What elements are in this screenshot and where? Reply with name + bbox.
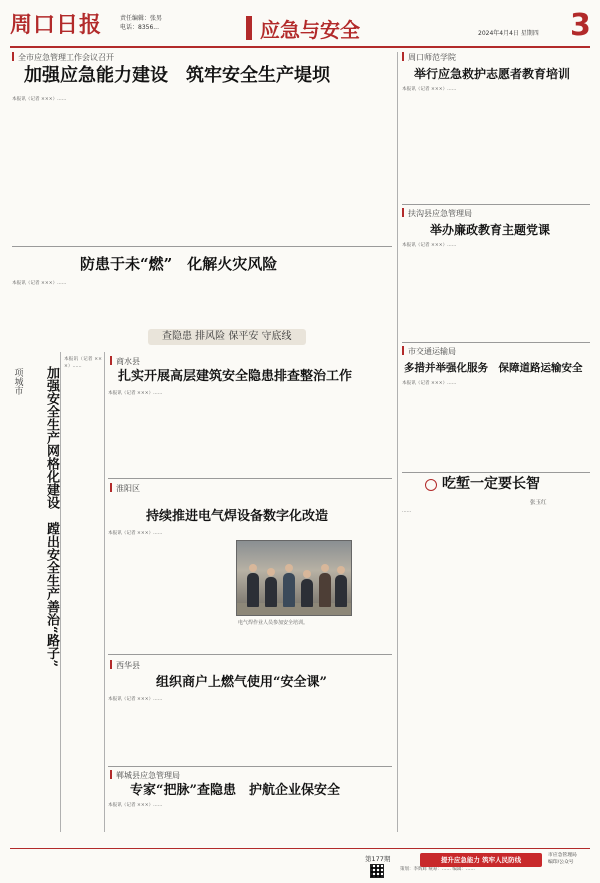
xiangcheng-headline: 加强安全生产网格化建设 蹚出安全生产善治“路子” bbox=[44, 366, 59, 667]
huaiyang-kicker: 淮阳区 bbox=[110, 483, 140, 494]
volunteer-headline: 举行应急救护志愿者教育培训 bbox=[414, 67, 571, 81]
shangshui-body: 本报讯（记者 ×××）…… bbox=[108, 391, 163, 396]
credit-line: 市应急管理局 bbox=[548, 853, 577, 858]
yuncheng-body: 本报讯（记者 ×××）…… bbox=[108, 803, 163, 808]
issue-number: 第177期 bbox=[365, 855, 391, 863]
fugou-body: 本报讯（记者 ×××）…… bbox=[402, 243, 457, 248]
photo-person bbox=[335, 575, 347, 607]
photo-person bbox=[301, 579, 313, 607]
photo-person bbox=[283, 573, 295, 607]
edit-line: 统筹：…… bbox=[428, 867, 451, 872]
huaiyang-headline: 持续推进电气焊设备数字化改造 bbox=[146, 509, 329, 524]
essay-headline: 吃堑一定要长智 bbox=[442, 476, 540, 492]
section-title: 应急与安全 bbox=[260, 18, 360, 42]
yuncheng-headline: 专家“把脉”查隐患 护航企业保安全 bbox=[130, 783, 340, 798]
traffic-headline: 多措并举强化服务 保障道路运输安全 bbox=[404, 362, 583, 374]
qr-code-icon bbox=[370, 864, 384, 878]
traffic-body: 本报讯（记者 ×××）…… bbox=[402, 381, 457, 386]
shangshui-kicker: 商水县 bbox=[110, 356, 140, 367]
xihua-headline: 组织商户上燃气使用“安全课” bbox=[156, 675, 327, 690]
photo-person bbox=[319, 573, 331, 607]
xihua-kicker: 西华县 bbox=[110, 660, 140, 671]
issue-date: 2024年4月4日 星期四 bbox=[478, 30, 539, 37]
top-story-body: 本报讯（记者 ×××）…… bbox=[12, 97, 67, 102]
divider bbox=[402, 472, 590, 473]
essay-body: …… bbox=[402, 509, 412, 514]
column-divider bbox=[60, 352, 61, 832]
yuncheng-kicker: 郸城县应急管理局 bbox=[110, 770, 180, 781]
campaign-banner: 查隐患 排风险 保平安 守底线 bbox=[148, 329, 306, 345]
newspaper-logo: 周口日报 bbox=[10, 13, 103, 38]
masthead bbox=[10, 8, 590, 48]
xihua-body: 本报讯（记者 ×××）…… bbox=[108, 697, 163, 702]
huaiyang-body-right bbox=[356, 530, 392, 650]
page-number: 3 bbox=[570, 8, 591, 43]
editor-info bbox=[120, 14, 162, 32]
divider bbox=[402, 204, 590, 205]
photo-person bbox=[265, 577, 277, 607]
essay-author: 张玉红 bbox=[530, 500, 547, 506]
section-mark bbox=[246, 16, 252, 40]
xiangcheng-body: 本报讯（记者 ×××）…… bbox=[64, 357, 102, 369]
fire-story-headline: 防患于未“燃” 化解火灾风险 bbox=[80, 255, 278, 273]
volunteer-body: 本报讯（记者 ×××）…… bbox=[402, 87, 457, 92]
divider bbox=[108, 478, 392, 479]
fugou-kicker: 扶沟县应急管理局 bbox=[402, 208, 472, 219]
divider bbox=[108, 766, 392, 767]
footer-credit bbox=[548, 852, 577, 866]
divider bbox=[108, 654, 392, 655]
volunteer-kicker: 周口师范学院 bbox=[402, 52, 456, 63]
huaiyang-body-left: 本报讯（记者 ×××）…… bbox=[108, 531, 163, 536]
column-divider bbox=[104, 352, 105, 832]
fire-story-body: 本报讯（记者 ×××）…… bbox=[12, 281, 67, 286]
fugou-headline: 举办廉政教育主题党课 bbox=[430, 223, 551, 237]
footer-rule bbox=[10, 848, 590, 849]
shangshui-headline: 扎实开展高层建筑安全隐患排查整治工作 bbox=[118, 369, 353, 384]
top-story-kicker: 全市应急管理工作会议召开 bbox=[12, 52, 114, 63]
divider bbox=[402, 342, 590, 343]
editor-line: 责任编辑：张男 bbox=[120, 15, 163, 22]
credit-line: 编印/公众号 bbox=[548, 860, 574, 865]
column-divider bbox=[397, 52, 398, 832]
essay-decoration-icon bbox=[425, 479, 437, 491]
traffic-kicker: 市交通运输局 bbox=[402, 346, 456, 357]
edit-line: 策划：李辉辉 bbox=[400, 867, 427, 872]
footer-slogan-banner: 提升应急能力 筑牢人民防线 bbox=[420, 853, 542, 867]
edit-line: 编辑：…… bbox=[452, 867, 475, 872]
xiangcheng-kicker: 项城市 bbox=[12, 368, 23, 395]
photo-person bbox=[247, 573, 259, 607]
photo-caption: 电气焊作业人员参加安全培训。 bbox=[238, 620, 309, 626]
divider bbox=[12, 246, 392, 247]
top-story-headline: 加强应急能力建设 筑牢安全生产堤坝 bbox=[24, 65, 330, 86]
training-photo bbox=[236, 540, 352, 616]
phone-line: 电话：8356... bbox=[120, 24, 159, 31]
